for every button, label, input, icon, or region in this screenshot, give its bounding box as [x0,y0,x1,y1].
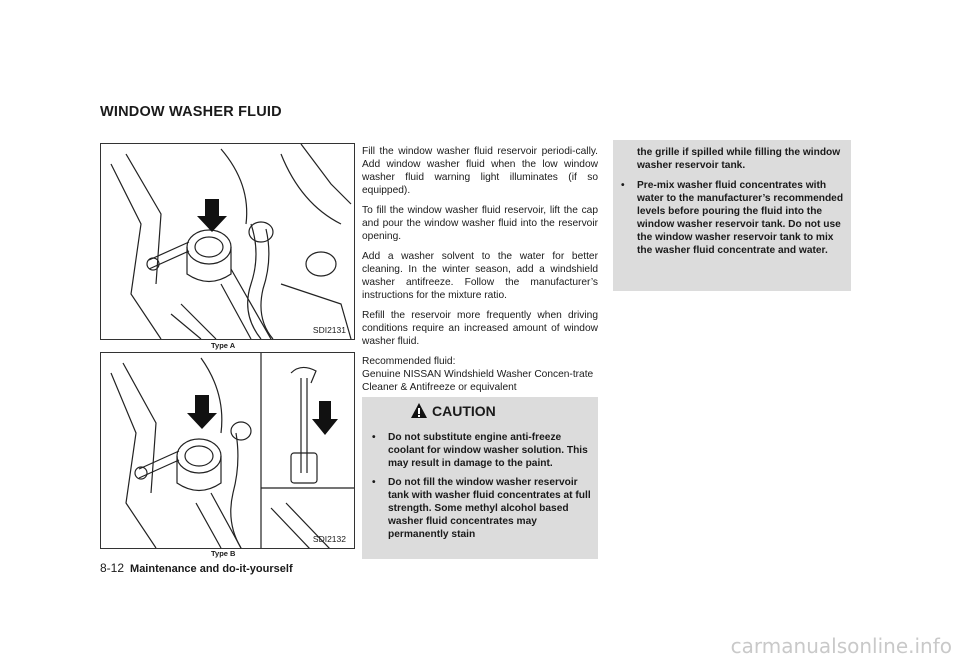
paragraph: To fill the window washer fluid reservoir, lift the cap and pour the window washer fluid into the reservoir opening. [362,205,598,242]
bullet: • [621,180,625,191]
figure-type-b [100,352,355,549]
figure-code: SDI2132 [312,534,346,544]
caution-item-text: Pre-mix washer fluid concentrates with water to the manufacturer’s recommended levels before pouring the fluid into the window washer reservoir tank. Do not use the window washer reservoir tank to mix the washer fluid concentrate and water. [637,180,844,256]
paragraph: Add a washer solvent to the water for better cleaning. In the winter season, add a windshield washer antifreeze. Follow the manufacturer’s instructions for the mixture ratio. [362,251,598,301]
figure-caption: Type B [211,549,236,558]
figure-code: SDI2131 [312,325,346,335]
section-heading: WINDOW WASHER FLUID [100,104,282,120]
list-item [372,431,592,470]
paragraph: Fill the window washer fluid reservoir periodi-cally. Add window washer fluid when the low window washer fluid warning light illuminates (if so equipped). [362,146,598,196]
caution-box [362,397,598,559]
watermark: carmanualsonline.info [730,634,952,658]
caution-title: CAUTION [432,403,496,419]
section-name: Maintenance and do-it-yourself [130,563,293,575]
caution-continuation [621,146,845,257]
list-item [621,179,845,257]
list-item [372,476,592,541]
caution-continuation-box [613,140,851,291]
reservoir-illustration-b [101,353,355,549]
bullet: • [372,432,376,443]
recommended-label: Recommended fluid: [362,356,456,367]
caution-item-text: the grille if spilled while filling the window washer reservoir tank. [637,147,841,171]
body-text [362,145,598,394]
caution-item-text: Do not fill the window washer reservoir tank with washer fluid concentrates at full strength. Some methyl alcohol based washer fluid concentrates may permanently stain [388,477,591,540]
figure-type-a [100,143,355,340]
warning-icon [410,402,428,420]
list-item [621,146,845,172]
page-number: 8-12 [100,561,125,575]
caution-item-text: Do not substitute engine anti-freeze coolant for window washer solution. This may result in damage to the paint. [388,432,588,469]
page-footer [100,561,293,575]
reservoir-illustration-a [101,144,355,340]
bullet: • [372,477,376,488]
paragraph: Refill the reservoir more frequently when driving conditions require an increased amount of window washer fluid. [362,310,598,347]
recommended-value: Genuine NISSAN Windshield Washer Concen-trate Cleaner & Antifreeze or equivalent [362,369,594,393]
caution-list [372,431,592,547]
figure-caption: Type A [211,341,236,350]
